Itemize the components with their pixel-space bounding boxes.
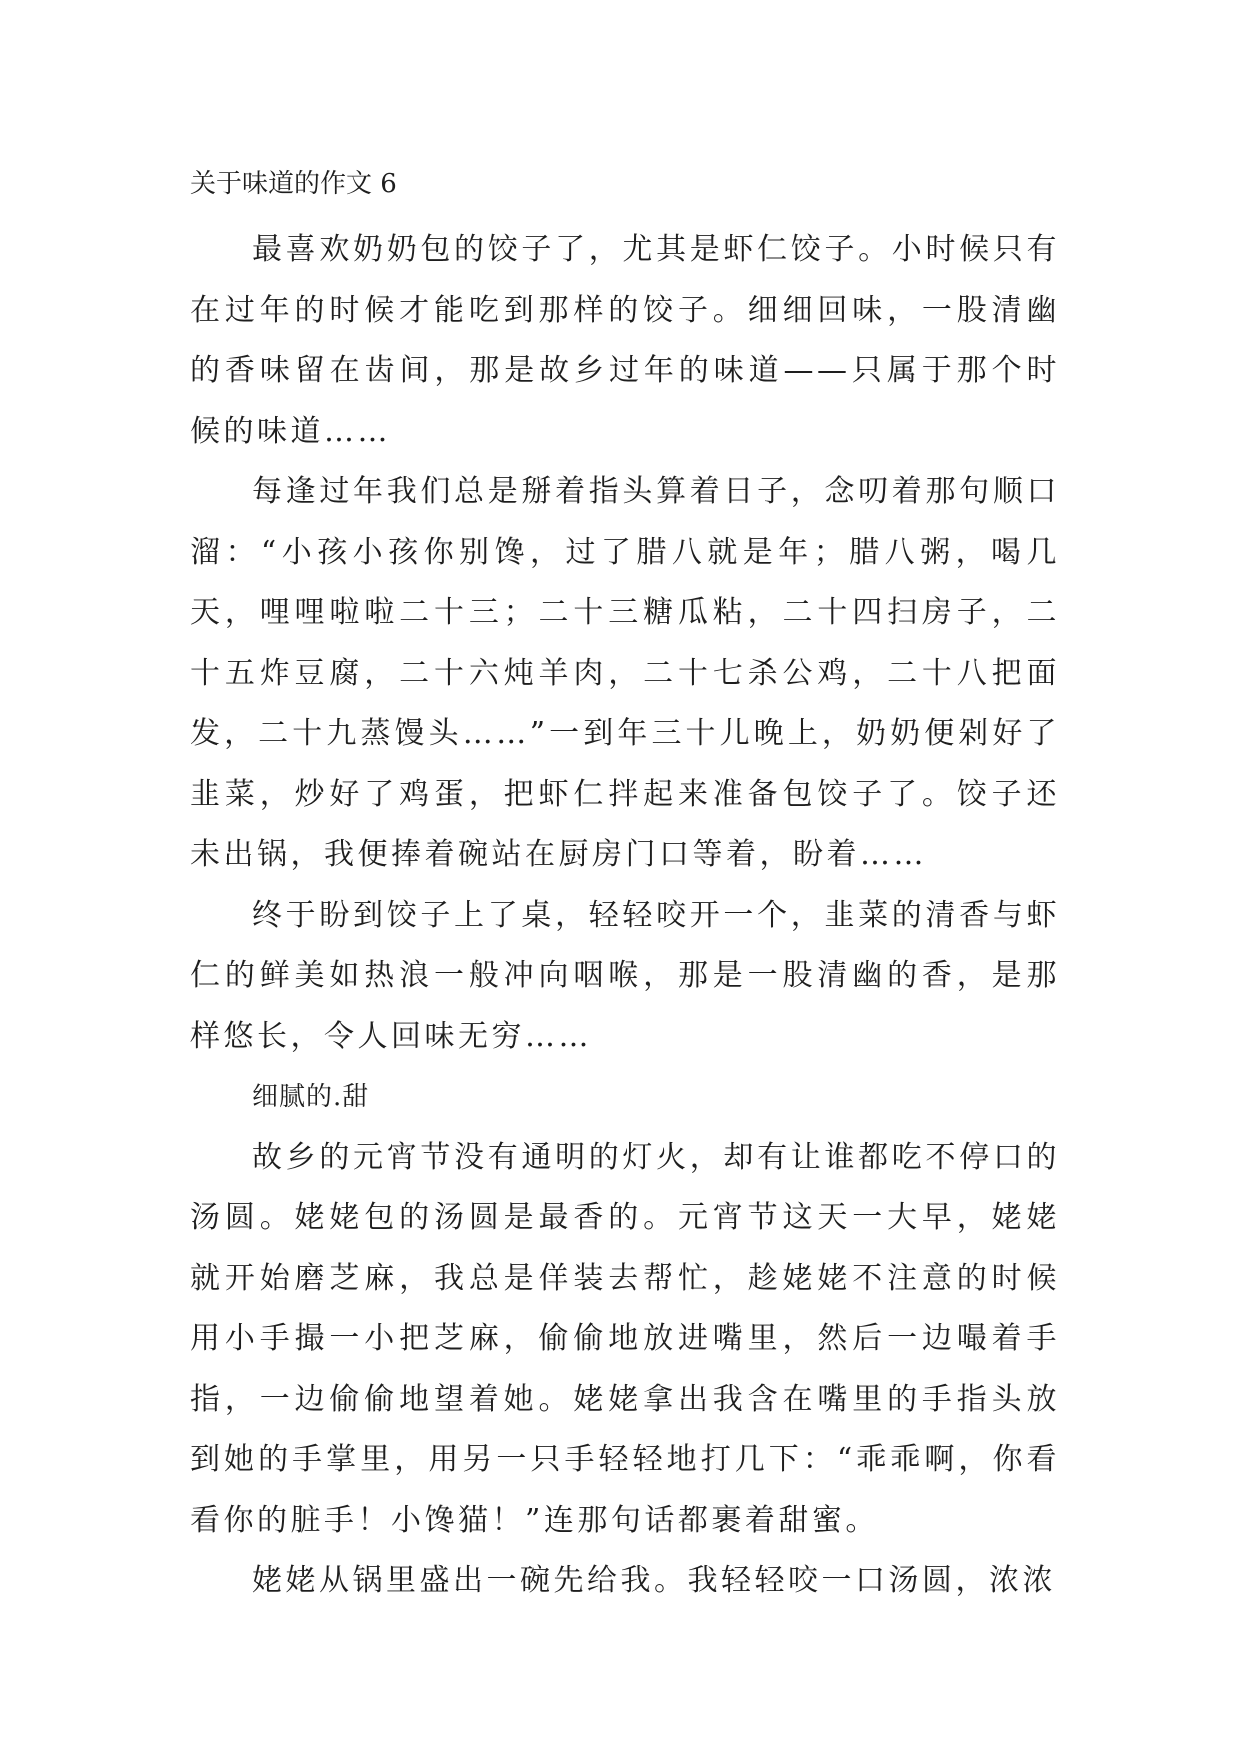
paragraph-3: 终于盼到饺子上了桌，轻轻咬开一个，韭菜的清香与虾仁的鲜美如热浪一般冲向咽喉，那是一股清幽的香，是那样悠长，令人回味无穷…… <box>190 897 1060 1054</box>
paragraph-4: 故乡的元宵节没有通明的灯火，却有让谁都吃不停口的汤圆。姥姥包的汤圆是最香的。元宵节这天一大早，姥姥就开始磨芝麻，我总是佯装去帮忙，趁姥姥不注意的时候用小手撮一小把芝麻，偷偷地放进嘴里，然后一边嘬着手指，一边偷偷地望着她。姥姥拿出我含在嘴里的手指头放到她的手掌里，用另一只手轻轻地打几下：“乖乖啊，你看看你的脏手！小馋猫！”连那句话都裹着甜蜜。 <box>190 1139 1060 1538</box>
paragraph-1: 最喜欢奶奶包的饺子了，尤其是虾仁饺子。小时候只有在过年的时候才能吃到那样的饺子。细细回味，一股清幽的香味留在齿间，那是故乡过年的味道——只属于那个时候的味道…… <box>190 232 1060 449</box>
document-body <box>190 220 1060 1612</box>
document-title: 关于味道的作文 6 <box>190 169 397 199</box>
paragraph-2: 每逢过年我们总是掰着指头算着日子，念叨着那句顺口溜：“小孩小孩你别馋，过了腊八就是年；腊八粥，喝几天，哩哩啦啦二十三；二十三糖瓜粘，二十四扫房子，二十五炸豆腐，二十六炖羊肉，二十七杀公鸡，二十八把面发，二十九蒸馒头……”一到年三十儿晚上，奶奶便剁好了韭菜，炒好了鸡蛋，把虾仁拌起来准备包饺子了。饺子还未出锅，我便捧着碗站在厨房门口等着，盼着…… <box>190 474 1060 872</box>
document-page <box>190 0 1060 1754</box>
section-subheading: 细腻的.甜 <box>252 1082 370 1112</box>
paragraph-5: 姥姥从锅里盛出一碗先给我。我轻轻咬一口汤圆，浓浓 <box>252 1563 1056 1598</box>
